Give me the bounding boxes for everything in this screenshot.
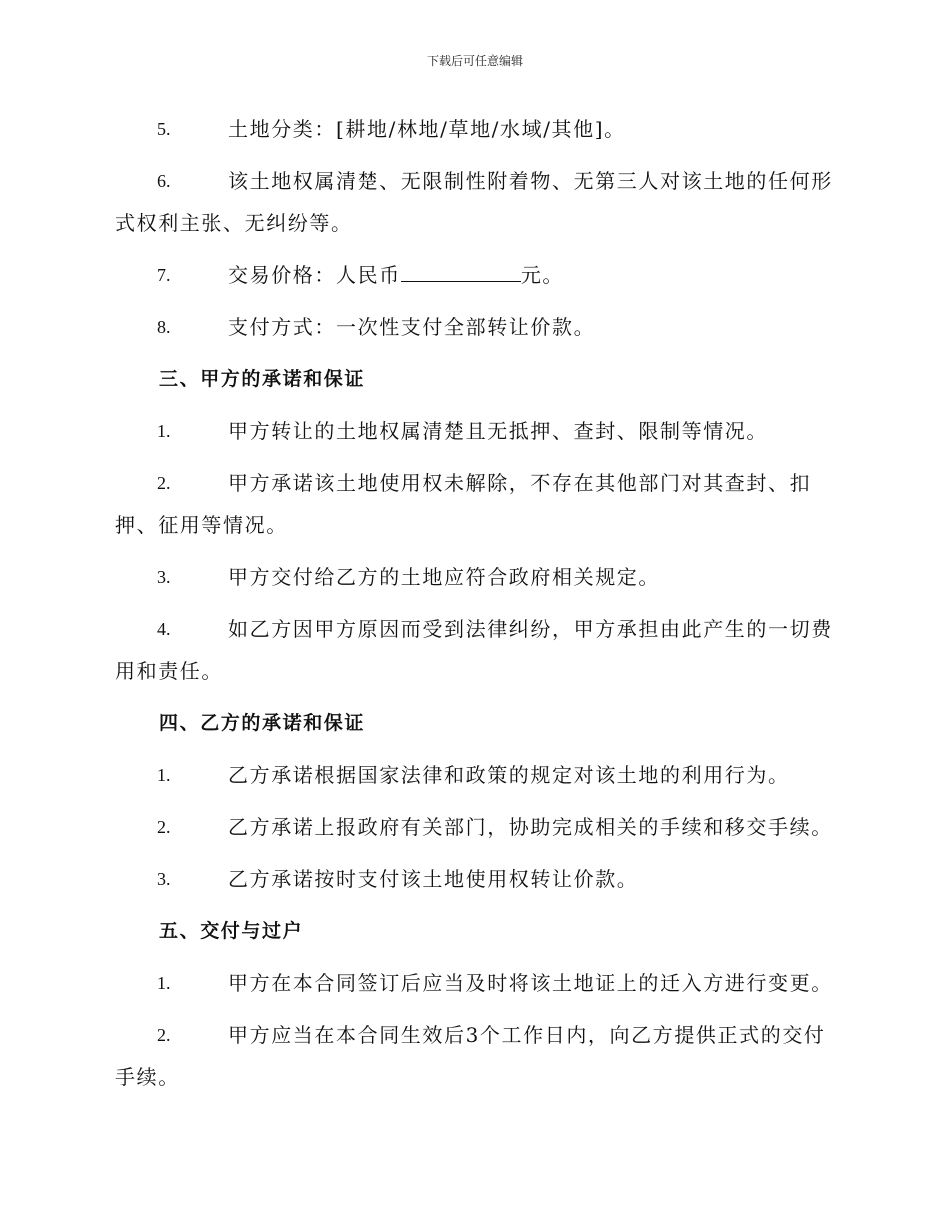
clause-number: 3. <box>157 869 171 889</box>
clause-text: 土地分类：[耕地/林地/草地/水域/其他]。 <box>228 117 626 141</box>
clause-number: 1. <box>157 765 171 785</box>
fill-in-blank <box>401 261 521 282</box>
clause-number: 2. <box>157 1025 171 1045</box>
clause-item <box>115 858 835 900</box>
clause-item <box>115 608 835 692</box>
clause-number: 4. <box>157 619 171 639</box>
clause-item <box>115 160 835 244</box>
clause-text-after-blank: 元。 <box>520 263 565 287</box>
clause-number: 7. <box>157 265 171 285</box>
clause-number: 2. <box>157 473 171 493</box>
clause-text: 乙方承诺按时支付该土地使用权转让价款。 <box>228 867 639 891</box>
clause-text: 乙方承诺根据国家法律和政策的规定对该土地的利用行为。 <box>228 763 790 787</box>
clause-number: 2. <box>157 817 171 837</box>
section-heading: 五、交付与过户 <box>159 920 304 942</box>
clause-text: 支付方式：一次性支付全部转让价款。 <box>228 315 596 339</box>
clause-item <box>115 410 835 452</box>
clause-number: 3. <box>157 567 171 587</box>
clause-item <box>115 108 835 150</box>
clause-text: 甲方在本合同签订后应当及时将该土地证上的迁入方进行变更。 <box>228 971 833 995</box>
clause-number: 1. <box>157 973 171 993</box>
clause-text: 该土地权属清楚、无限制性附着物、无第三人对该土地的任何形式权利主张、无纠纷等。 <box>115 169 833 235</box>
document-body <box>115 108 835 1108</box>
clause-text: 如乙方因甲方原因而受到法律纠纷，甲方承担由此产生的一切费用和责任。 <box>115 617 833 683</box>
clause-number: 5. <box>157 119 171 139</box>
clause-item <box>115 462 835 546</box>
clause-item <box>115 306 835 348</box>
clause-item <box>115 962 835 1004</box>
clause-item <box>115 254 835 296</box>
clause-item <box>115 754 835 796</box>
section-heading: 四、乙方的承诺和保证 <box>159 712 366 734</box>
clause-number: 1. <box>157 421 171 441</box>
clause-text-before-blank: 交易价格：人民币 <box>228 263 401 287</box>
clause-text: 甲方交付给乙方的土地应符合政府相关规定。 <box>228 565 660 589</box>
page-header: 下载后可任意编辑 <box>426 54 523 68</box>
clause-text <box>115 254 835 296</box>
clause-text: 甲方承诺该土地使用权未解除，不存在其他部门对其查封、扣押、征用等情况。 <box>115 471 812 537</box>
clause-text: 甲方应当在本合同生效后3个工作日内，向乙方提供正式的交付手续。 <box>115 1023 826 1089</box>
clause-text: 乙方承诺上报政府有关部门，协助完成相关的手续和移交手续。 <box>228 815 833 839</box>
clause-item <box>115 806 835 848</box>
clause-item <box>115 1014 835 1098</box>
clause-number: 8. <box>157 317 171 337</box>
clause-number: 6. <box>157 171 171 191</box>
clause-item <box>115 556 835 598</box>
clause-text: 甲方转让的土地权属清楚且无抵押、查封、限制等情况。 <box>228 419 768 443</box>
section-heading: 三、甲方的承诺和保证 <box>159 368 366 390</box>
